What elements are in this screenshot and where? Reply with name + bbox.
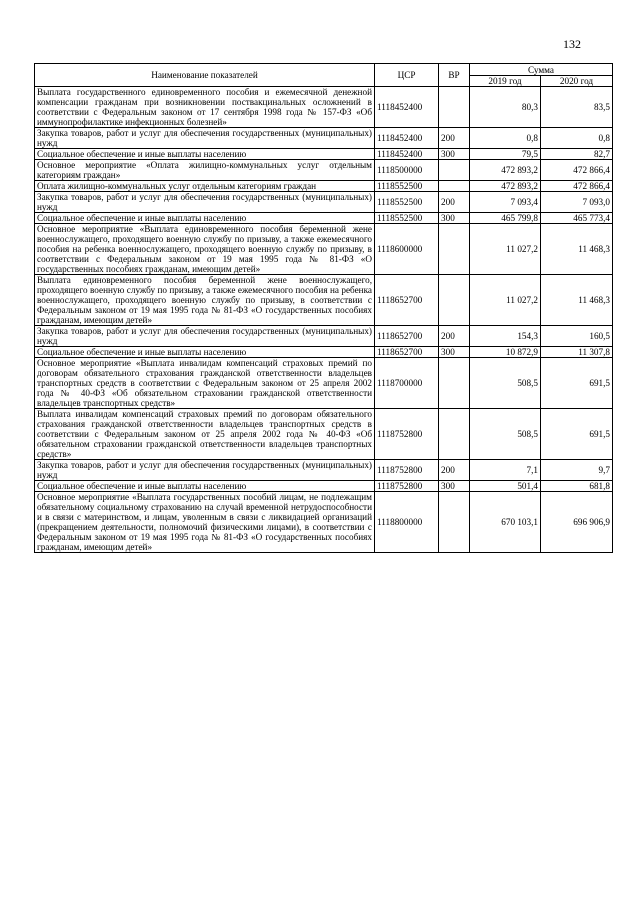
row-value-2019-cell: 508,5 (470, 358, 541, 409)
row-vr-cell (439, 358, 470, 409)
row-name-cell: Закупка товаров, работ и услуг для обеспечения государственных (муниципальных) нужд (35, 192, 375, 213)
row-name-cell: Социальное обеспечение и иные выплаты населению (35, 149, 375, 160)
row-csr-cell: 1118752800 (375, 481, 439, 492)
budget-table (34, 63, 613, 553)
row-vr-cell (439, 181, 470, 192)
table-row (35, 460, 613, 481)
row-csr-cell: 1118452400 (375, 87, 439, 128)
row-name-cell: Закупка товаров, работ и услуг для обеспечения государственных (муниципальных) нужд (35, 460, 375, 481)
row-value-2019-cell: 465 799,8 (470, 213, 541, 224)
table-row (35, 358, 613, 409)
table-body (35, 87, 613, 553)
row-value-2019-cell: 80,3 (470, 87, 541, 128)
page-number: 132 (563, 37, 581, 51)
row-name-cell: Выплата единовременного пособия беременной жене военнослужащего, проходящего военную службу по призыву, а также ежемесячного пособия на ребенка военнослужащего, проходящего военную службу по призыву, в соответствии с Федеральным законом от 19 мая 1995 года № 81-ФЗ «О государственных пособиях гражданам, имеющим детей» (35, 275, 375, 326)
row-csr-cell: 1118552500 (375, 213, 439, 224)
row-name-cell: Оплата жилищно-коммунальных услуг отдельным категориям граждан (35, 181, 375, 192)
table-row (35, 492, 613, 553)
row-vr-cell (439, 492, 470, 553)
row-name-cell: Основное мероприятие «Выплата единовременного пособия беременной жене военнослужащего, проходящего военную службу по призыву, а также ежемесячного пособия на ребенка военнослужащего, проходящего военную службу по призыву, в соответствии с Федеральным законом от 19 мая 1995 года № 81-ФЗ «О государственных пособиях гражданам, имеющим детей» (35, 224, 375, 275)
row-csr-cell: 1118800000 (375, 492, 439, 553)
row-value-2019-cell: 7,1 (470, 460, 541, 481)
row-value-2020-cell: 11 468,3 (541, 224, 613, 275)
row-value-2019-cell: 472 893,2 (470, 160, 541, 181)
table-row (35, 213, 613, 224)
row-csr-cell: 1118700000 (375, 358, 439, 409)
row-value-2019-cell: 11 027,2 (470, 275, 541, 326)
row-value-2019-cell: 11 027,2 (470, 224, 541, 275)
row-value-2019-cell: 7 093,4 (470, 192, 541, 213)
table-row (35, 275, 613, 326)
row-csr-cell: 1118652700 (375, 347, 439, 358)
table-row (35, 224, 613, 275)
row-value-2019-cell: 79,5 (470, 149, 541, 160)
row-csr-cell: 1118500000 (375, 160, 439, 181)
row-csr-cell: 1118600000 (375, 224, 439, 275)
row-name-cell: Социальное обеспечение и иные выплаты населению (35, 213, 375, 224)
header-year-2019: 2019 год (470, 76, 541, 87)
row-vr-cell: 200 (439, 128, 470, 149)
row-csr-cell: 1118452400 (375, 128, 439, 149)
header-sum: Сумма (470, 64, 613, 76)
row-csr-cell: 1118552500 (375, 181, 439, 192)
row-name-cell: Основное мероприятие «Оплата жилищно-коммунальных услуг отдельным категориям граждан» (35, 160, 375, 181)
row-value-2019-cell: 10 872,9 (470, 347, 541, 358)
row-value-2020-cell: 691,5 (541, 409, 613, 460)
table-row (35, 160, 613, 181)
row-value-2020-cell: 472 866,4 (541, 181, 613, 192)
row-value-2020-cell: 11 307,8 (541, 347, 613, 358)
row-value-2019-cell: 472 893,2 (470, 181, 541, 192)
row-value-2020-cell: 160,5 (541, 326, 613, 347)
row-name-cell: Основное мероприятие «Выплата инвалидам компенсаций страховых премий по договорам обязательного страхования гражданской ответственности владельцев транспортных средств в соответствии с Федеральным законом от 25 апреля 2002 года № 40-ФЗ «Об обязательном страховании гражданской ответственности владельцев транспортных средств» (35, 358, 375, 409)
row-csr-cell: 1118652700 (375, 326, 439, 347)
header-name: Наименование показателей (35, 64, 375, 87)
row-value-2020-cell: 465 773,4 (541, 213, 613, 224)
row-csr-cell: 1118452400 (375, 149, 439, 160)
row-csr-cell: 1118752800 (375, 409, 439, 460)
table-row (35, 409, 613, 460)
table-row (35, 87, 613, 128)
row-name-cell: Закупка товаров, работ и услуг для обеспечения государственных (муниципальных) нужд (35, 128, 375, 149)
row-name-cell: Основное мероприятие «Выплата государственных пособий лицам, не подлежащим обязательному социальному страхованию на случай временной нетрудоспособности и в связи с материнством, и лицам, уволенным в связи с ликвидацией организаций (прекращением деятельности, полномочий физическими лицами), в соответствии с Федеральным законом от 19 мая 1995 года № 81-ФЗ «О государственных пособиях гражданам, имеющим детей» (35, 492, 375, 553)
row-csr-cell: 1118752800 (375, 460, 439, 481)
row-vr-cell: 300 (439, 481, 470, 492)
table-row (35, 181, 613, 192)
row-vr-cell: 300 (439, 149, 470, 160)
row-name-cell: Выплата инвалидам компенсаций страховых премий по договорам обязательного страхования гражданской ответственности владельцев транспортных средств в соответствии с Федеральным законом от 25 апреля 2002 года № 40-ФЗ «Об обязательном страховании гражданской ответственности владельцев транспортных средств» (35, 409, 375, 460)
row-name-cell: Социальное обеспечение и иные выплаты населению (35, 347, 375, 358)
row-vr-cell (439, 275, 470, 326)
row-value-2020-cell: 0,8 (541, 128, 613, 149)
header-csr: ЦСР (375, 64, 439, 87)
row-name-cell: Социальное обеспечение и иные выплаты населению (35, 481, 375, 492)
row-vr-cell: 200 (439, 460, 470, 481)
row-value-2019-cell: 670 103,1 (470, 492, 541, 553)
table-row (35, 326, 613, 347)
row-value-2020-cell: 472 866,4 (541, 160, 613, 181)
row-vr-cell (439, 224, 470, 275)
row-value-2020-cell: 83,5 (541, 87, 613, 128)
table-row (35, 481, 613, 492)
row-value-2020-cell: 7 093,0 (541, 192, 613, 213)
row-name-cell: Выплата государственного единовременного пособия и ежемесячной денежной компенсации гражданам при возникновении поствакцинальных осложнений в соответствии с Федеральным законом от 17 сентября 1998 года № 157-ФЗ «Об иммунопрофилактике инфекционных болезней» (35, 87, 375, 128)
header-vr: ВР (439, 64, 470, 87)
row-vr-cell: 300 (439, 347, 470, 358)
row-value-2020-cell: 9,7 (541, 460, 613, 481)
row-value-2019-cell: 0,8 (470, 128, 541, 149)
row-value-2020-cell: 11 468,3 (541, 275, 613, 326)
row-name-cell: Закупка товаров, работ и услуг для обеспечения государственных (муниципальных) нужд (35, 326, 375, 347)
table-row (35, 192, 613, 213)
row-vr-cell: 200 (439, 326, 470, 347)
row-value-2020-cell: 82,7 (541, 149, 613, 160)
row-value-2020-cell: 696 906,9 (541, 492, 613, 553)
row-vr-cell (439, 87, 470, 128)
row-vr-cell: 300 (439, 213, 470, 224)
row-value-2019-cell: 508,5 (470, 409, 541, 460)
table-row (35, 347, 613, 358)
table-row (35, 128, 613, 149)
row-csr-cell: 1118552500 (375, 192, 439, 213)
row-value-2020-cell: 691,5 (541, 358, 613, 409)
header-year-2020: 2020 год (541, 76, 613, 87)
table-row (35, 149, 613, 160)
row-csr-cell: 1118652700 (375, 275, 439, 326)
row-value-2020-cell: 681,8 (541, 481, 613, 492)
row-vr-cell (439, 160, 470, 181)
row-value-2019-cell: 501,4 (470, 481, 541, 492)
row-value-2019-cell: 154,3 (470, 326, 541, 347)
row-vr-cell (439, 409, 470, 460)
row-vr-cell: 200 (439, 192, 470, 213)
